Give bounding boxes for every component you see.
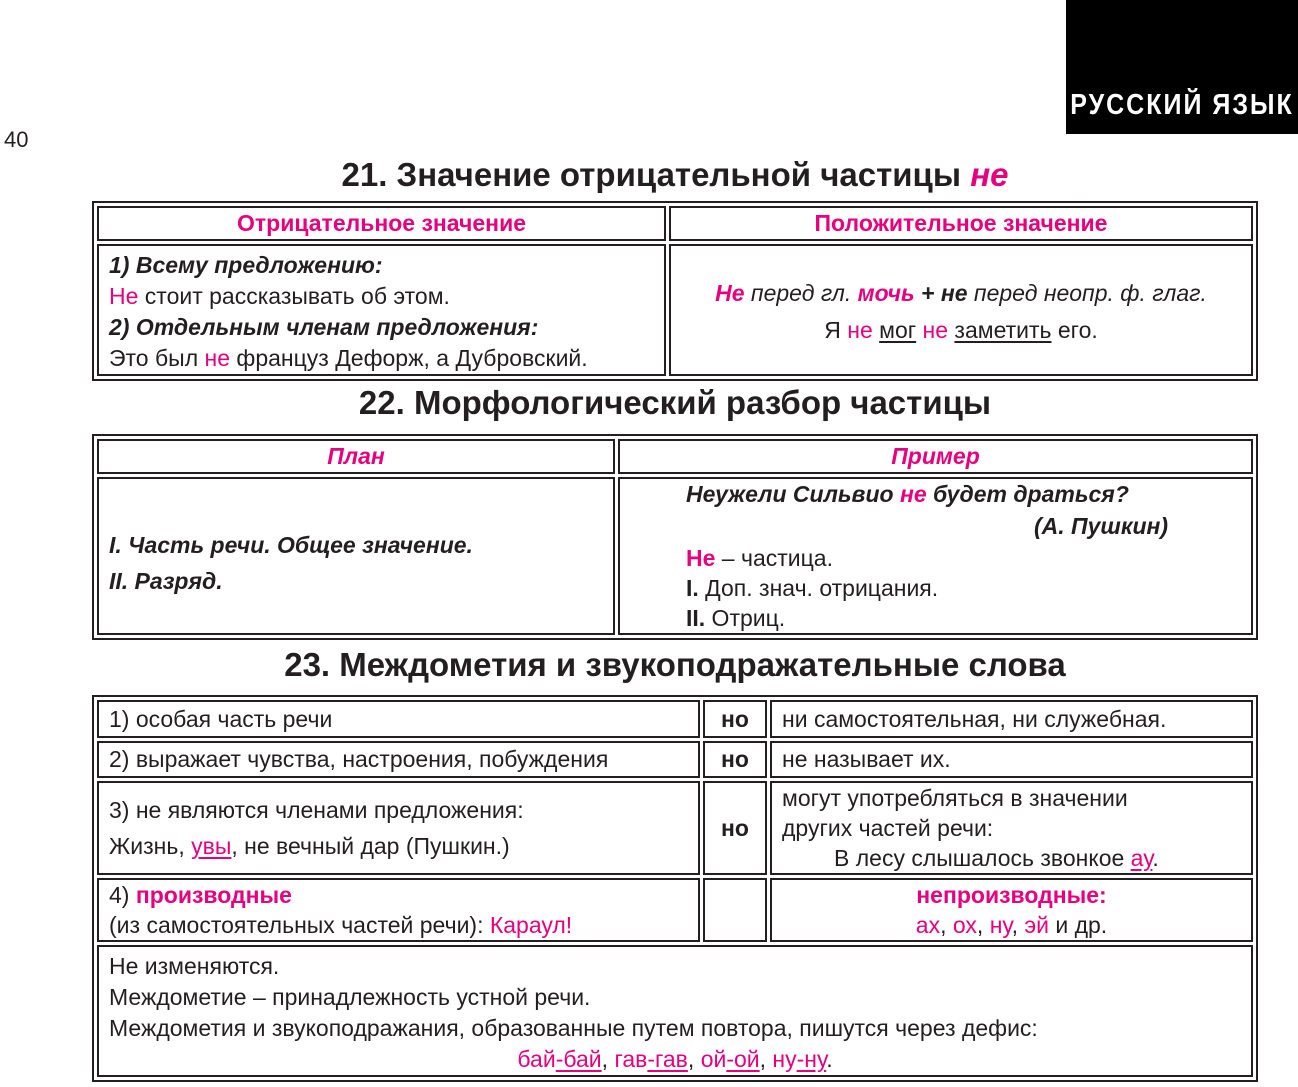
note-examples: бай-бай, гав-гав, ой-ой, ну-ну. [517,1046,833,1072]
row-3-conj: но [703,781,767,875]
neg-item-2-label: 2) Отдельным членам предложения: [109,314,539,340]
positive-cell [669,244,1253,376]
example-author: (А. Пушкин) [1034,513,1169,539]
row-3-right [770,781,1253,875]
section-21-table [92,201,1258,381]
plan-item-2: II. Разряд. [109,568,223,594]
section-23-title: 23. Междометия и звукоподражательные слова [284,646,1066,683]
row-3-right-line-1: могут употребляться в значении [782,785,1128,811]
section-23-table [92,695,1258,1082]
row-3-left [97,781,700,875]
neg-item-2-example: Это был не француз Дефорж, а Дубровский. [109,345,588,371]
plan-item-1: I. Часть речи. Общее значение. [109,532,473,558]
subject-label: РУССКИЙ ЯЗЫК [1070,88,1294,122]
row-4-right-label: непроизводные: [916,882,1107,908]
positive-header: Положительное значение [669,206,1253,241]
row-4-label: 4) производные [109,882,292,908]
example-header: Пример [618,439,1253,474]
row-3-left-line-1: 3) не являются членами предложения: [109,797,524,823]
row-4-sub: (из самостоятельных частей речи): Караул! [109,912,573,938]
subject-tab [1066,0,1298,134]
example-question: Неужели Сильвио не будет драться? [686,481,1129,507]
row-4-left [97,878,700,942]
analysis-1: Не – частица. [686,545,833,571]
row-4-empty [703,878,767,942]
note-1: Не изменяются. [109,953,280,979]
notes-cell [97,945,1253,1077]
row-1-left: 1) особая часть речи [97,700,700,738]
row-2-left: 2) выражает чувства, настроения, побуждения [97,741,700,778]
page-number: 40 [4,127,29,152]
plan-header: План [97,439,615,474]
row-3-right-line-3: В лесу слышалось звонкое ау. [834,845,1159,871]
row-3-left-line-2: Жизнь, увы, не вечный дар (Пушкин.) [109,833,510,859]
neg-item-1-label: 1) Всему предложению: [109,252,383,278]
title-particle: не [970,156,1009,193]
analysis-2: I. Доп. знач. отрицания. [686,575,939,601]
pos-rule: Не перед гл. мочь + не перед неопр. ф. глаг. [715,280,1207,306]
section-22-table [92,434,1258,640]
section-21-title: 21. Значение отрицательной частицы не [341,156,1009,193]
negative-cell [97,244,666,376]
row-3-right-line-2: других частей речи: [782,815,994,841]
section-22-title: 22. Морфологический разбор частицы [358,384,992,421]
row-1-right: ни самостоятельная, ни служебная. [770,700,1253,738]
note-2: Междометие – принадлежность устной речи. [109,984,591,1010]
example-cell [618,477,1253,635]
neg-item-1-example: Не стоит рассказывать об этом. [109,283,450,309]
pos-example: Я не мог не заметить его. [824,317,1098,343]
analysis-3: II. Отриц. [686,605,786,631]
negative-header: Отрицательное значение [97,206,666,241]
row-4-right-words: ах, ох, ну, эй и др. [915,912,1108,938]
plan-cell [97,477,615,635]
row-1-conj: но [703,700,767,738]
row-4-right [770,878,1253,942]
row-2-conj: но [703,741,767,778]
note-3: Междометия и звукоподражания, образованные путем повтора, пишутся через дефис: [109,1015,1038,1041]
row-2-right: не называет их. [770,741,1253,778]
